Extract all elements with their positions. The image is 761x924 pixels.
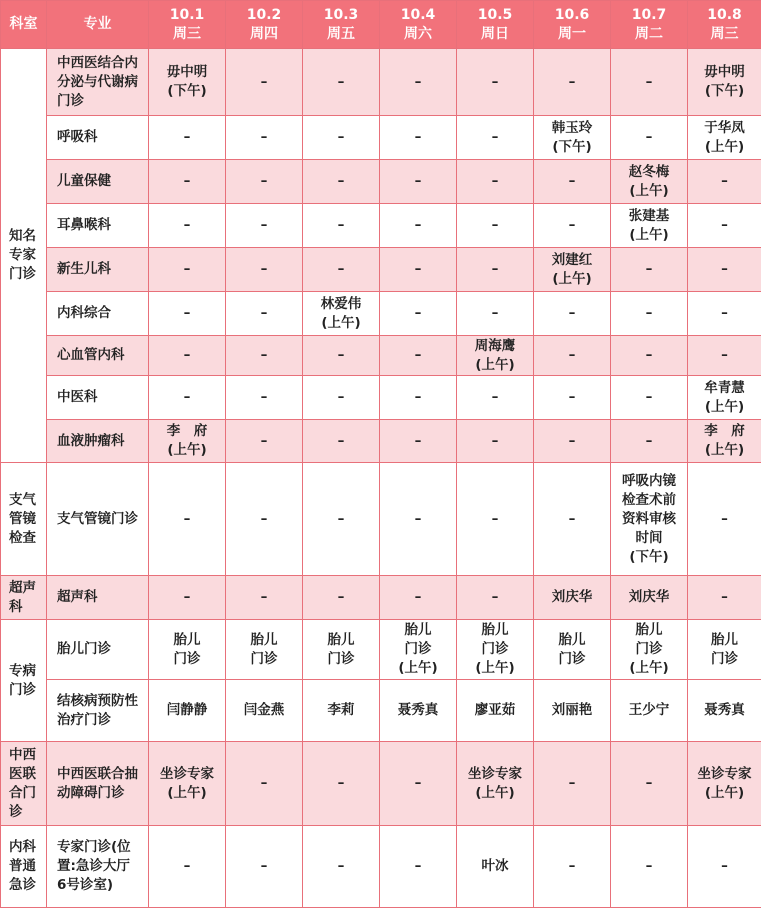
schedule-cell: 胎儿 门诊 <box>149 620 226 680</box>
header-day-4 <box>380 1 457 49</box>
schedule-cell: 坐诊专家 (上午) <box>457 742 534 826</box>
schedule-cell: – <box>688 248 761 292</box>
specialty-cell: 呼吸科 <box>47 116 149 160</box>
schedule-cell: – <box>611 420 688 463</box>
specialty-cell: 新生儿科 <box>47 248 149 292</box>
schedule-cell: – <box>611 376 688 420</box>
table-row <box>1 420 761 463</box>
schedule-cell: 闫静静 <box>149 680 226 742</box>
schedule-cell: – <box>226 336 303 376</box>
schedule-cell: 刘庆华 <box>611 576 688 620</box>
specialty-cell: 中西医联合抽 动障碍门诊 <box>47 742 149 826</box>
specialty-cell: 结核病预防性 治疗门诊 <box>47 680 149 742</box>
schedule-cell: – <box>688 463 761 576</box>
specialty-cell: 支气管镜门诊 <box>47 463 149 576</box>
schedule-cell: – <box>380 248 457 292</box>
schedule-cell: – <box>226 463 303 576</box>
dept-cell: 内科 普通 急诊 <box>1 826 47 908</box>
specialty-cell: 中西医结合内 分泌与代谢病 门诊 <box>47 49 149 116</box>
schedule-cell: – <box>457 204 534 248</box>
schedule-cell: – <box>226 826 303 908</box>
schedule-cell: – <box>380 204 457 248</box>
schedule-cell: 坐诊专家 (上午) <box>149 742 226 826</box>
schedule-cell: 周海鹰 (上午) <box>457 336 534 376</box>
schedule-cell: – <box>457 49 534 116</box>
schedule-cell: – <box>380 160 457 204</box>
schedule-cell: – <box>688 576 761 620</box>
day-weekday: 周六 <box>404 25 432 42</box>
schedule-cell: – <box>303 204 380 248</box>
day-date: 10.3 <box>323 6 359 23</box>
schedule-cell: – <box>611 248 688 292</box>
schedule-cell: – <box>380 420 457 463</box>
header-day-3 <box>303 1 380 49</box>
table-row <box>1 576 761 620</box>
schedule-cell: 牟青慧 (上午) <box>688 376 761 420</box>
schedule-cell: – <box>303 336 380 376</box>
schedule-cell: 毋中明 (下午) <box>688 49 761 116</box>
schedule-cell: – <box>534 742 611 826</box>
schedule-cell: – <box>380 49 457 116</box>
header-day-6 <box>534 1 611 49</box>
specialty-cell: 血液肿瘤科 <box>47 420 149 463</box>
day-date: 10.6 <box>554 6 590 23</box>
header-specialty: 专业 <box>47 1 149 49</box>
schedule-cell: – <box>303 420 380 463</box>
header-day-7 <box>611 1 688 49</box>
table-row <box>1 463 761 576</box>
schedule-cell: – <box>303 742 380 826</box>
schedule-cell: – <box>380 576 457 620</box>
schedule-cell: – <box>149 160 226 204</box>
schedule-cell: – <box>688 336 761 376</box>
schedule-cell: – <box>534 204 611 248</box>
schedule-cell: – <box>457 376 534 420</box>
schedule-cell: – <box>611 292 688 336</box>
day-weekday: 周日 <box>481 25 509 42</box>
day-date: 10.8 <box>707 6 742 23</box>
table-row <box>1 826 761 908</box>
schedule-cell: 刘庆华 <box>534 576 611 620</box>
schedule-cell: – <box>303 463 380 576</box>
schedule-cell: – <box>303 376 380 420</box>
schedule-cell: – <box>534 160 611 204</box>
schedule-cell: – <box>149 463 226 576</box>
table-row <box>1 742 761 826</box>
schedule-cell: – <box>688 160 761 204</box>
schedule-cell: – <box>149 336 226 376</box>
schedule-cell: 坐诊专家 (上午) <box>688 742 761 826</box>
schedule-cell: 胎儿 门诊 <box>688 620 761 680</box>
schedule-cell: – <box>226 160 303 204</box>
schedule-cell: 胎儿 门诊 <box>534 620 611 680</box>
table-row <box>1 248 761 292</box>
schedule-cell: – <box>457 463 534 576</box>
schedule-body <box>1 49 761 908</box>
table-row <box>1 620 761 680</box>
schedule-cell: – <box>303 248 380 292</box>
schedule-cell: 廖亚茹 <box>457 680 534 742</box>
header-day-8 <box>688 1 761 49</box>
schedule-cell: 胎儿 门诊 (上午) <box>457 620 534 680</box>
day-weekday: 周二 <box>635 25 663 42</box>
schedule-cell: 林爱伟 (上午) <box>303 292 380 336</box>
schedule-cell: – <box>534 826 611 908</box>
specialty-cell: 内科综合 <box>47 292 149 336</box>
schedule-cell: – <box>149 376 226 420</box>
dept-cell: 专病 门诊 <box>1 620 47 742</box>
table-row <box>1 292 761 336</box>
schedule-cell: – <box>611 742 688 826</box>
schedule-cell: – <box>149 576 226 620</box>
schedule-cell: – <box>611 826 688 908</box>
schedule-cell: 毋中明 (下午) <box>149 49 226 116</box>
schedule-cell: – <box>149 248 226 292</box>
schedule-cell: – <box>457 160 534 204</box>
schedule-cell: – <box>380 116 457 160</box>
schedule-cell: – <box>380 826 457 908</box>
schedule-cell: – <box>303 826 380 908</box>
dept-cell: 超声 科 <box>1 576 47 620</box>
schedule-cell: – <box>303 576 380 620</box>
schedule-cell: 李莉 <box>303 680 380 742</box>
day-date: 10.2 <box>246 6 282 23</box>
day-date: 10.7 <box>631 6 667 23</box>
day-date: 10.5 <box>477 6 513 23</box>
schedule-cell: – <box>226 576 303 620</box>
table-row <box>1 49 761 116</box>
table-row <box>1 204 761 248</box>
schedule-cell: 刘建红 (上午) <box>534 248 611 292</box>
header-dept: 科室 <box>1 1 47 49</box>
specialty-cell: 耳鼻喉科 <box>47 204 149 248</box>
header-day-1 <box>149 1 226 49</box>
schedule-cell: – <box>611 336 688 376</box>
specialty-cell: 心血管内科 <box>47 336 149 376</box>
header-day-5 <box>457 1 534 49</box>
schedule-cell: – <box>457 420 534 463</box>
schedule-cell: – <box>457 292 534 336</box>
schedule-cell: 韩玉玲 (下午) <box>534 116 611 160</box>
specialty-cell: 专家门诊(位 置:急诊大厅 6号诊室) <box>47 826 149 908</box>
schedule-cell: – <box>534 292 611 336</box>
day-weekday: 周一 <box>558 25 586 42</box>
schedule-cell: – <box>457 576 534 620</box>
schedule-cell: – <box>457 248 534 292</box>
schedule-cell: 胎儿 门诊 <box>226 620 303 680</box>
schedule-cell: – <box>534 420 611 463</box>
schedule-cell: – <box>149 292 226 336</box>
day-weekday: 周三 <box>173 25 201 42</box>
schedule-cell: – <box>149 116 226 160</box>
schedule-cell: – <box>149 826 226 908</box>
header-day-2 <box>226 1 303 49</box>
schedule-cell: – <box>534 463 611 576</box>
schedule-cell: 聂秀真 <box>688 680 761 742</box>
schedule-cell: – <box>226 116 303 160</box>
schedule-cell: 叶冰 <box>457 826 534 908</box>
schedule-cell: 于华凤 (上午) <box>688 116 761 160</box>
schedule-cell: – <box>534 49 611 116</box>
day-weekday: 周四 <box>250 25 278 42</box>
schedule-cell: – <box>611 116 688 160</box>
schedule-cell: 王少宁 <box>611 680 688 742</box>
schedule-cell: – <box>226 292 303 336</box>
schedule-cell: – <box>303 160 380 204</box>
header-row <box>1 1 761 49</box>
schedule-cell: 胎儿 门诊 (上午) <box>380 620 457 680</box>
schedule-cell: 赵冬梅 (上午) <box>611 160 688 204</box>
schedule-cell: – <box>303 49 380 116</box>
schedule-cell: – <box>226 49 303 116</box>
schedule-cell: – <box>688 204 761 248</box>
schedule-cell: 胎儿 门诊 <box>303 620 380 680</box>
table-row <box>1 336 761 376</box>
specialty-cell: 儿童保健 <box>47 160 149 204</box>
schedule-cell: 胎儿 门诊 (上午) <box>611 620 688 680</box>
specialty-cell: 超声科 <box>47 576 149 620</box>
schedule-cell: – <box>380 463 457 576</box>
schedule-cell: – <box>688 292 761 336</box>
table-row <box>1 116 761 160</box>
schedule-cell: – <box>226 204 303 248</box>
schedule-cell: – <box>611 49 688 116</box>
schedule-cell: 刘丽艳 <box>534 680 611 742</box>
day-date: 10.1 <box>169 6 205 23</box>
schedule-cell: – <box>380 292 457 336</box>
schedule-cell: 张建基 (上午) <box>611 204 688 248</box>
schedule-cell: – <box>380 376 457 420</box>
schedule-cell: 李 府 (上午) <box>149 420 226 463</box>
day-date: 10.4 <box>400 6 436 23</box>
schedule-cell: – <box>534 376 611 420</box>
schedule-cell: – <box>534 336 611 376</box>
table-row <box>1 160 761 204</box>
schedule-cell: 呼吸内镜 检查术前 资料审核 时间 (下午) <box>611 463 688 576</box>
schedule-cell: – <box>303 116 380 160</box>
day-weekday: 周三 <box>710 25 739 42</box>
dept-cell: 支气 管镜 检查 <box>1 463 47 576</box>
table-row <box>1 680 761 742</box>
schedule-cell: – <box>688 826 761 908</box>
day-weekday: 周五 <box>327 25 355 42</box>
dept-cell: 知名 专家 门诊 <box>1 49 47 463</box>
schedule-cell: – <box>149 204 226 248</box>
specialty-cell: 胎儿门诊 <box>47 620 149 680</box>
schedule-cell: – <box>380 742 457 826</box>
schedule-cell: – <box>226 248 303 292</box>
schedule-cell: – <box>226 742 303 826</box>
schedule-cell: 李 府 (上午) <box>688 420 761 463</box>
schedule-cell: 聂秀真 <box>380 680 457 742</box>
schedule-cell: 闫金燕 <box>226 680 303 742</box>
table-row <box>1 376 761 420</box>
schedule-cell: – <box>380 336 457 376</box>
schedule-cell: – <box>457 116 534 160</box>
schedule-cell: – <box>226 376 303 420</box>
schedule-cell: – <box>226 420 303 463</box>
dept-cell: 中西 医联 合门 诊 <box>1 742 47 826</box>
specialty-cell: 中医科 <box>47 376 149 420</box>
